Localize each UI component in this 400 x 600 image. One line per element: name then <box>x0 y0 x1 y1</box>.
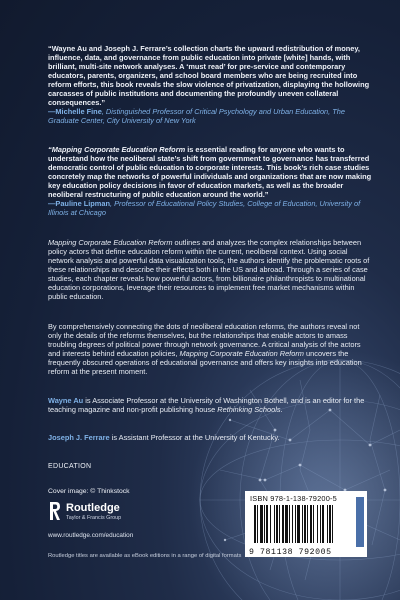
barcode-bar <box>270 505 271 543</box>
quote-text: “Wayne Au and Joseph J. Ferrare’s collection charts the upward redistribution of money, influence, data, and governance from public education into private [white] hands, with brilliant, multi-site network analyses. A ‘must read’ for pre-service and contemporary educators, parents, organizers, and school board members who are being recruited into reform efforts, this book reveals the slow violence of privatization, displaying the hollowing carcasses of public institutions and documenting the profoundly uneven collateral consequences.” <box>48 44 370 107</box>
barcode-panel <box>245 491 367 557</box>
author-bio-ferrare: Joseph J. Ferrare is Assistant Professor at the University of Kentucky. <box>48 433 280 442</box>
barcode-bar <box>254 505 256 543</box>
quote-affiliation: , Distinguished Professor of Critical Psychology and Urban Education, The Graduate Center, City University of New York <box>48 107 346 125</box>
barcode-bar <box>310 505 312 543</box>
publisher-group: Taylor & Francis Group <box>66 514 122 521</box>
book-title: Mapping Corporate Education Reform <box>48 238 173 247</box>
barcode-bar <box>304 505 306 543</box>
barcode-graphic <box>254 505 358 543</box>
barcode-bar <box>327 505 328 543</box>
publisher-url[interactable]: www.routledge.com/education <box>48 532 134 539</box>
endorsement-fine <box>48 44 373 125</box>
barcode-bar <box>329 505 331 543</box>
publisher-name: Routledge <box>66 501 120 514</box>
author-bio-au: Wayne Au is Associate Professor at the University of Washington Bothell, and is an editor for the teaching magazine and non-profit publishing house Rethinking Schools. <box>48 396 365 414</box>
barcode-bar <box>332 505 333 543</box>
barcode-bar <box>307 505 308 543</box>
barcode-bar <box>279 505 280 543</box>
barcode-bar <box>276 505 278 543</box>
quote-affiliation: , Professor of Educational Policy Studies, College of Education, University of Illinois at Chicago <box>48 199 361 217</box>
quote-book-title: “Mapping Corporate Education Reform <box>48 145 186 154</box>
cover-image-credit: Cover image: © Thinkstock <box>48 488 130 495</box>
barcode-side-tab <box>356 497 364 547</box>
barcode-bar <box>274 505 275 543</box>
barcode-bar <box>282 505 284 543</box>
barcode-bar <box>322 505 324 543</box>
description-paragraph-2: By comprehensively connecting the dots of neoliberal education reforms, the authors reveal not only the details of the reforms themselves, but the relationships that enable actors to amass troubling degrees of political power through network governance. A critical analysis of the actors and interests behind education policies, Mapping Corporate Education Reform uncovers the frequently obscured operations of educational governance and offers key insights into education reform at the present moment. <box>48 322 362 376</box>
routledge-r-icon <box>48 500 61 522</box>
author-name: Joseph J. Ferrare <box>48 433 110 442</box>
ean-number: 9 781138 792005 <box>249 548 332 557</box>
ebook-note: Routledge titles are available as eBook editions in a range of digital formats <box>48 553 242 559</box>
quote-author: —Pauline Lipman <box>48 199 111 208</box>
barcode-bar <box>295 505 296 543</box>
barcode-bar <box>257 505 258 543</box>
book-title: Mapping Corporate Education Reform <box>179 349 304 358</box>
barcode-bar <box>317 505 318 543</box>
barcode-bar <box>313 505 314 543</box>
barcode-bar <box>289 505 290 543</box>
description-paragraph-1: Mapping Corporate Education Reform outlines and analyzes the complex relationships between policy actors that define education reform within the current, neoliberal context. Using social network analysis and powerful data visualization tools, the authors identify the problematic roots of these relationships and describe their effects both in the US and abroad. Through a series of case studies, each chapter reveals how powerful actors, from billionaire philanthropists to multinational education corporations, leverage their resources to implement free market mechanisms within public education. <box>48 238 370 301</box>
barcode-bar <box>264 505 265 543</box>
quote-text: is essential reading for anyone who wants to understand how the neoliberal state’s shift from government to governance has transferred democratic control of public education to corporate interests. This book’s rich case studies concretely map the networks of powerful individuals and organizations that are now making key education policy decisions in favor of education markets, as well as the broader neoliberal restructuring of public education around the world.” <box>48 145 372 199</box>
quote-author: —Michelle Fine <box>48 107 102 116</box>
barcode-bar <box>260 505 263 543</box>
author-name: Wayne Au <box>48 396 84 405</box>
endorsement-lipman <box>48 145 373 217</box>
category-label: EDUCATION <box>48 463 92 470</box>
barcode-bar <box>302 505 303 543</box>
barcode-bar <box>292 505 293 543</box>
barcode-bar <box>320 505 321 543</box>
publisher-logo <box>48 500 121 522</box>
barcode-bar <box>297 505 300 543</box>
barcode-bar <box>285 505 288 543</box>
barcode-bar <box>266 505 268 543</box>
isbn-text: ISBN 978-1-138-79200-5 <box>250 494 337 503</box>
